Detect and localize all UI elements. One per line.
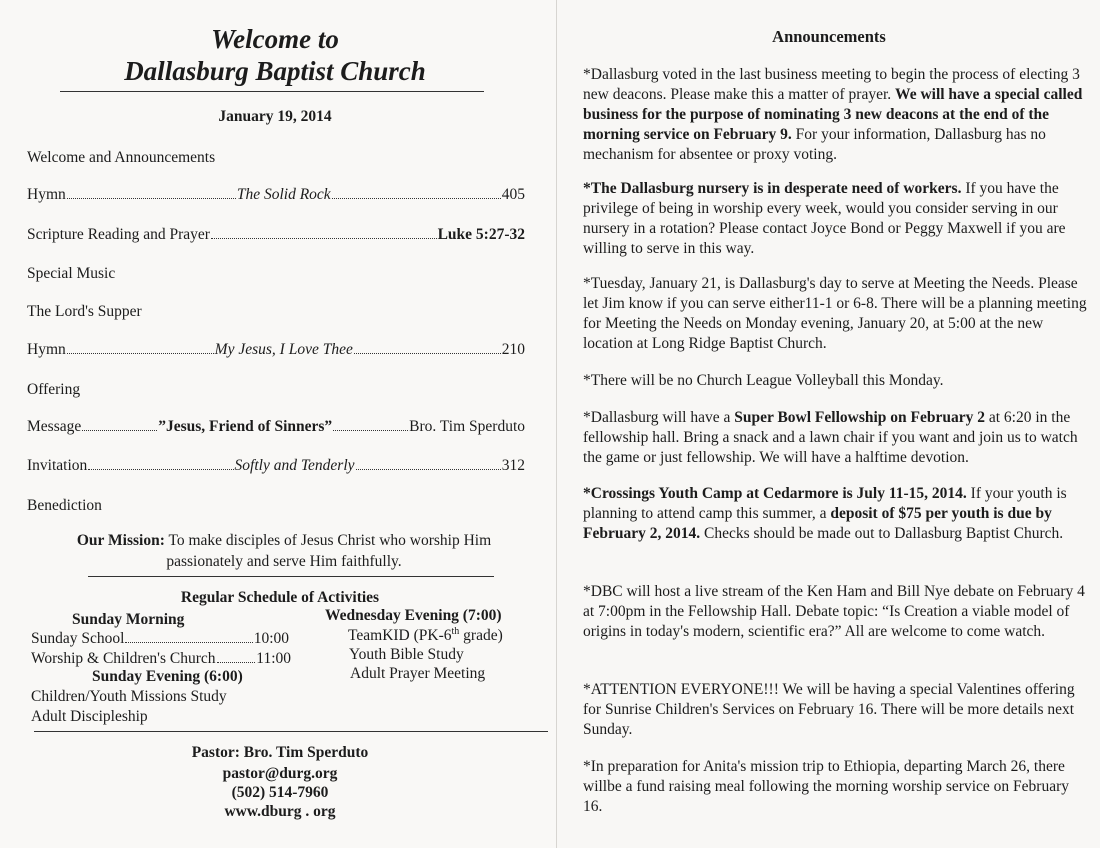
- pastor-email: pastor@durg.org: [222, 765, 338, 782]
- invitation-hymn-title: Softly and Tenderly: [234, 457, 355, 474]
- leader-dots: [356, 469, 501, 470]
- sunday-morning-heading: Sunday Morning: [72, 611, 185, 628]
- order-offering: Offering: [27, 381, 81, 398]
- announcement-mission-trip: [583, 757, 1089, 817]
- leader-dots: [333, 430, 408, 431]
- message-label: Message: [27, 418, 82, 435]
- sunday-evening-heading: Sunday Evening (6:00): [92, 668, 243, 685]
- mission-label: Our Mission:: [76, 532, 165, 549]
- hymn-title: The Solid Rock: [236, 186, 331, 203]
- schedule-time: 10:00: [253, 630, 289, 647]
- announcement-deacons: [583, 65, 1089, 165]
- order-hymn-1: [27, 186, 525, 204]
- message-title: ”Jesus, Friend of Sinners”: [158, 418, 333, 435]
- church-phone: (502) 514-7960: [231, 784, 329, 801]
- teamkid-superscript: th: [451, 626, 460, 637]
- announcement-bold: Super Bowl Fellowship on February 2: [734, 409, 985, 426]
- leader-dots: [354, 353, 501, 354]
- announcement-text: *DBC will host a live stream of the Ken Ham and Bill Nye debate on February 4 at 7:00pm in the Fellowship Hall. Debate topic: “Is Creation a viable model of origins in today's modern, scientific era?” All are welcome to come watch.: [583, 583, 1085, 640]
- announcement-meeting-needs: [583, 274, 1089, 354]
- announcement-valentines: [583, 680, 1089, 740]
- announcement-nursery: [583, 179, 1089, 259]
- order-welcome: Welcome and Announcements: [27, 149, 216, 166]
- announcement-super-bowl: [583, 408, 1089, 468]
- hymn-label: Hymn: [27, 186, 66, 203]
- announcement-bold: deposit of $75 per youth is due by February 2, 2014.: [583, 505, 1052, 542]
- scripture-reference: Luke 5:27-32: [437, 226, 525, 243]
- mission-statement: [60, 530, 508, 572]
- schedule-label: Worship & Children's Church: [31, 650, 216, 667]
- announcement-text: If you have the privilege of being in worship every week, would you consider serving in our nursery in a rotation? Please contact Joyce Bond or Peggy Maxwell if you are willing to serve in this way.: [583, 180, 1066, 257]
- invitation-hymn-number: 312: [501, 457, 526, 474]
- announcement-text: *ATTENTION EVERYONE!!! We will be having a special Valentines offering for Sunrise Children's Services on February 16. There will be more details next Sunday.: [583, 681, 1075, 738]
- title-divider: [60, 91, 484, 92]
- service-date: January 19, 2014: [218, 108, 332, 125]
- order-benediction: Benediction: [27, 497, 102, 514]
- order-lords-supper: The Lord's Supper: [27, 303, 142, 320]
- bulletin-right-page: [556, 0, 1100, 848]
- pastor-name: Pastor: Bro. Tim Sperduto: [191, 744, 369, 761]
- announcement-bold: *The Dallasburg nursery is in desperate need of workers.: [583, 180, 962, 197]
- schedule-title: Regular Schedule of Activities: [180, 589, 380, 606]
- leader-dots: [67, 198, 236, 199]
- wednesday-item: Adult Prayer Meeting: [350, 665, 486, 682]
- order-message: [27, 418, 525, 436]
- message-speaker: Bro. Tim Sperduto: [409, 418, 526, 435]
- announcement-text: *There will be no Church League Volleyball this Monday.: [583, 372, 944, 389]
- scripture-label: Scripture Reading and Prayer: [27, 226, 210, 243]
- sunday-school-time: [31, 630, 289, 648]
- hymn-label: Hymn: [27, 341, 66, 358]
- leader-dots: [125, 642, 252, 643]
- schedule-label: Sunday School: [31, 630, 125, 647]
- announcements-title: Announcements: [772, 27, 886, 46]
- leader-dots: [217, 662, 256, 663]
- schedule-divider: [34, 731, 548, 732]
- leader-dots: [88, 469, 233, 470]
- leader-dots: [332, 198, 501, 199]
- announcement-bold: *Crossings Youth Camp at Cedarmore is July 11-15, 2014.: [583, 485, 967, 502]
- order-special-music: Special Music: [27, 265, 116, 282]
- announcement-text: *Dallasburg voted in the last business meeting to begin the process of electing 3 new deacons. Please make this a matter of prayer.: [583, 66, 1080, 103]
- teamkid-text-end: grade): [459, 627, 503, 645]
- announcement-youth-camp: [583, 484, 1089, 544]
- order-scripture: [27, 226, 525, 244]
- announcement-text: at 6:20 in the fellowship hall. Bring a snack and a lawn chair if you want and join us to watch the game or just fellowship. We will have a halftime devotion.: [583, 409, 1078, 466]
- announcement-text: *Dallasburg will have a: [583, 409, 735, 426]
- announcement-text: *Tuesday, January 21, is Dallasburg's day to serve at Meeting the Needs. Please let Jim know if you can serve either11-1 or 6-8. There will be a planning meeting for Meeting the Needs on Monday evening, January 20, at 5:00 at the new location at Long Ridge Baptist Church.: [583, 275, 1087, 352]
- announcement-text: If your youth is planning to attend camp this summer, a: [583, 485, 1067, 522]
- invitation-label: Invitation: [27, 457, 88, 474]
- order-hymn-2: [27, 341, 525, 359]
- church-name-title: Dallasburg Baptist Church: [124, 56, 426, 86]
- announcement-text: Checks should be made out to Dallasburg Baptist Church.: [700, 525, 1064, 542]
- sunday-evening-item: Adult Discipleship: [31, 708, 148, 725]
- wednesday-item: Youth Bible Study: [349, 646, 464, 663]
- welcome-title: Welcome to: [211, 24, 339, 54]
- hymn-number: 210: [501, 341, 526, 358]
- teamkid-text: TeamKID (PK-6: [348, 627, 452, 645]
- wednesday-item-teamkid: [348, 626, 503, 645]
- announcement-bold: We will have a special called business for the purpose of nominating 3 new deacons at the end of the morning service on February 9.: [583, 86, 1083, 143]
- schedule-time: 11:00: [256, 650, 291, 667]
- announcement-volleyball: [583, 371, 1089, 391]
- leader-dots: [82, 430, 157, 431]
- announcement-text: *In preparation for Anita's mission trip to Ethiopia, departing March 26, there willbe a fund raising meal following the morning worship service on February 16.: [583, 758, 1069, 815]
- announcement-debate: [583, 582, 1089, 642]
- announcement-text: For your information, Dallasburg has no mechanism for absentee or proxy voting.: [583, 126, 1046, 163]
- worship-time: [31, 650, 291, 668]
- hymn-title: My Jesus, I Love Thee: [214, 341, 353, 358]
- wednesday-evening-heading: Wednesday Evening (7:00): [325, 607, 502, 624]
- order-invitation: [27, 457, 525, 475]
- mission-divider: [88, 576, 494, 577]
- leader-dots: [211, 238, 437, 239]
- sunday-evening-item: Children/Youth Missions Study: [31, 688, 227, 705]
- mission-text: To make disciples of Jesus Christ who worship Him passionately and serve Him faithfully.: [166, 532, 492, 570]
- hymn-number: 405: [501, 186, 525, 203]
- leader-dots: [67, 353, 214, 354]
- church-website: www.dburg . org: [224, 803, 336, 820]
